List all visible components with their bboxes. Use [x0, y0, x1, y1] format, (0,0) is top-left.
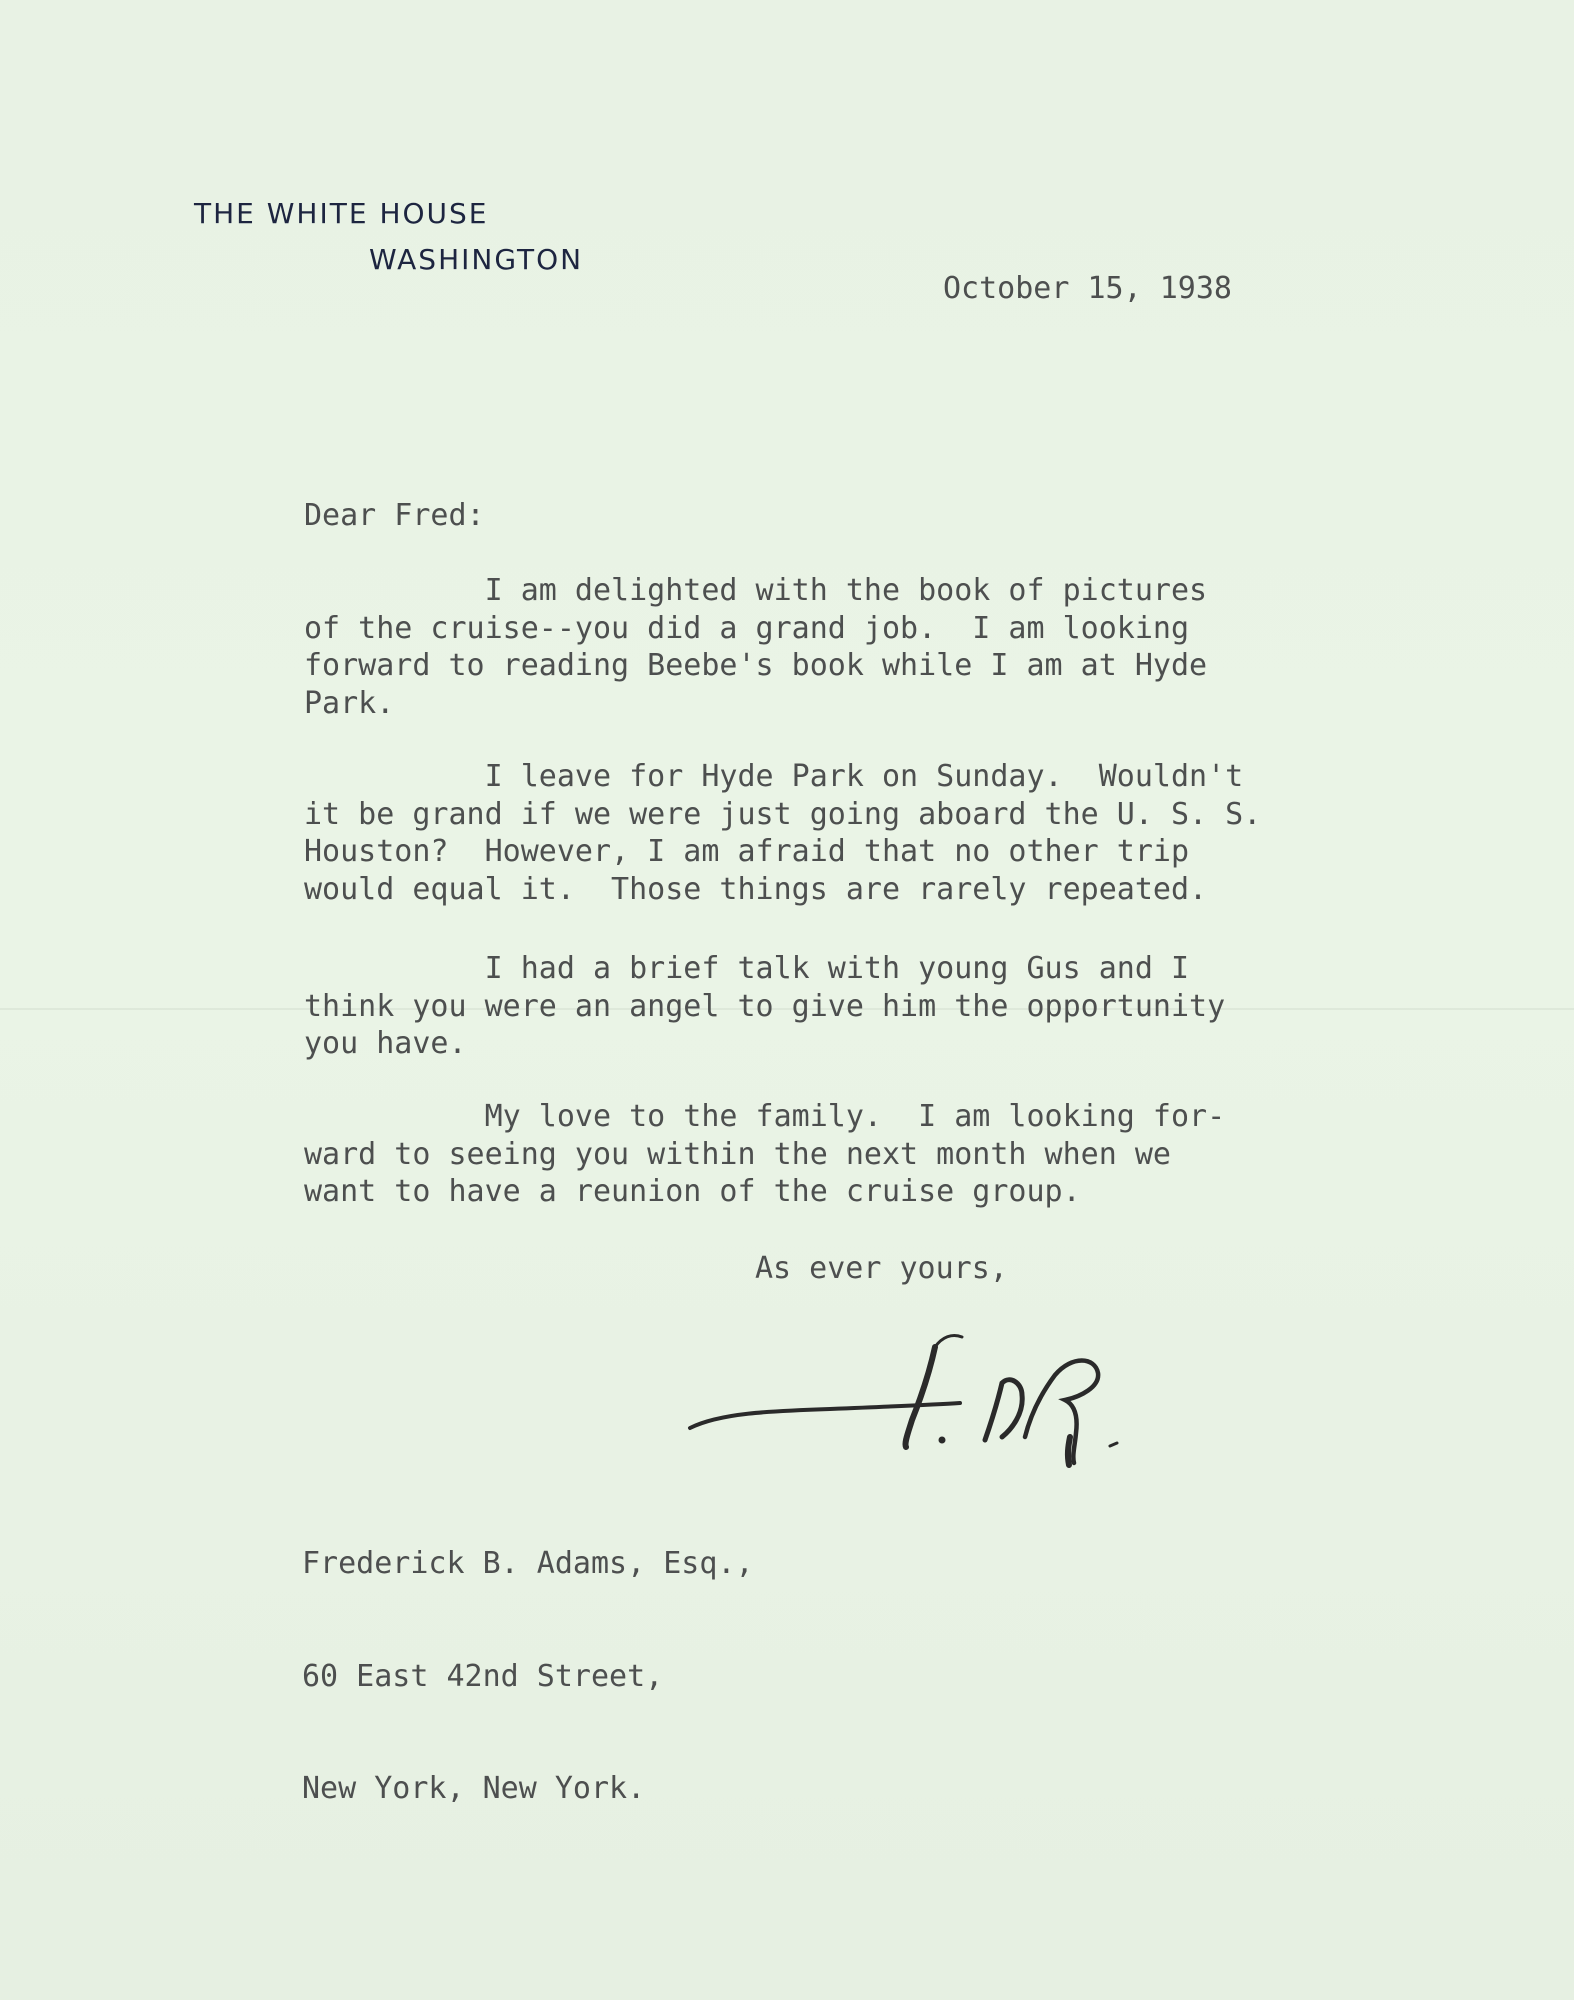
paragraph-3	[304, 950, 1225, 1063]
letterhead-title: THE WHITE HOUSE	[194, 197, 489, 230]
paragraph-line: I am delighted with the book of pictures	[304, 573, 1208, 608]
paragraph-line: My love to the family. I am looking for-	[304, 1099, 1226, 1134]
address-line: New York, New York.	[302, 1771, 646, 1806]
closing: As ever yours,	[755, 1251, 1008, 1286]
paragraph-line: want to have a reunion of the cruise group.	[304, 1174, 1081, 1209]
signature-fdr	[680, 1325, 1200, 1495]
paragraph-1	[304, 572, 1207, 722]
paragraph-line: forward to reading Beebe's book while I am at Hyde	[304, 648, 1208, 683]
paragraph-line: I leave for Hyde Park on Sunday. Wouldn't	[304, 759, 1244, 794]
paragraph-line: of the cruise--you did a grand job. I am looking	[304, 610, 1190, 646]
paragraph-line: Houston? However, I am afraid that no other trip	[304, 834, 1190, 869]
paragraph-4	[304, 1098, 1225, 1211]
paragraph-line: Park.	[304, 685, 395, 721]
address-line: Frederick B. Adams, Esq.,	[302, 1546, 754, 1581]
salutation: Dear Fred:	[304, 498, 485, 533]
recipient-address	[302, 1470, 754, 1883]
paragraph-line: think you were an angel to give him the opportunity	[304, 988, 1226, 1024]
paragraph-line: would equal it. Those things are rarely repeated.	[304, 871, 1208, 907]
address-line: 60 East 42nd Street,	[302, 1658, 664, 1694]
paragraph-line: I had a brief talk with young Gus and I	[304, 951, 1190, 986]
letterhead-city: WASHINGTON	[369, 243, 584, 276]
paragraph-2	[304, 758, 1261, 908]
letter-date: October 15, 1938	[943, 271, 1232, 306]
paragraph-line: ward to seeing you within the next month when we	[304, 1136, 1171, 1172]
paragraph-line: you have.	[304, 1026, 467, 1061]
paragraph-line: it be grand if we were just going aboard the U. S. S.	[304, 796, 1262, 832]
